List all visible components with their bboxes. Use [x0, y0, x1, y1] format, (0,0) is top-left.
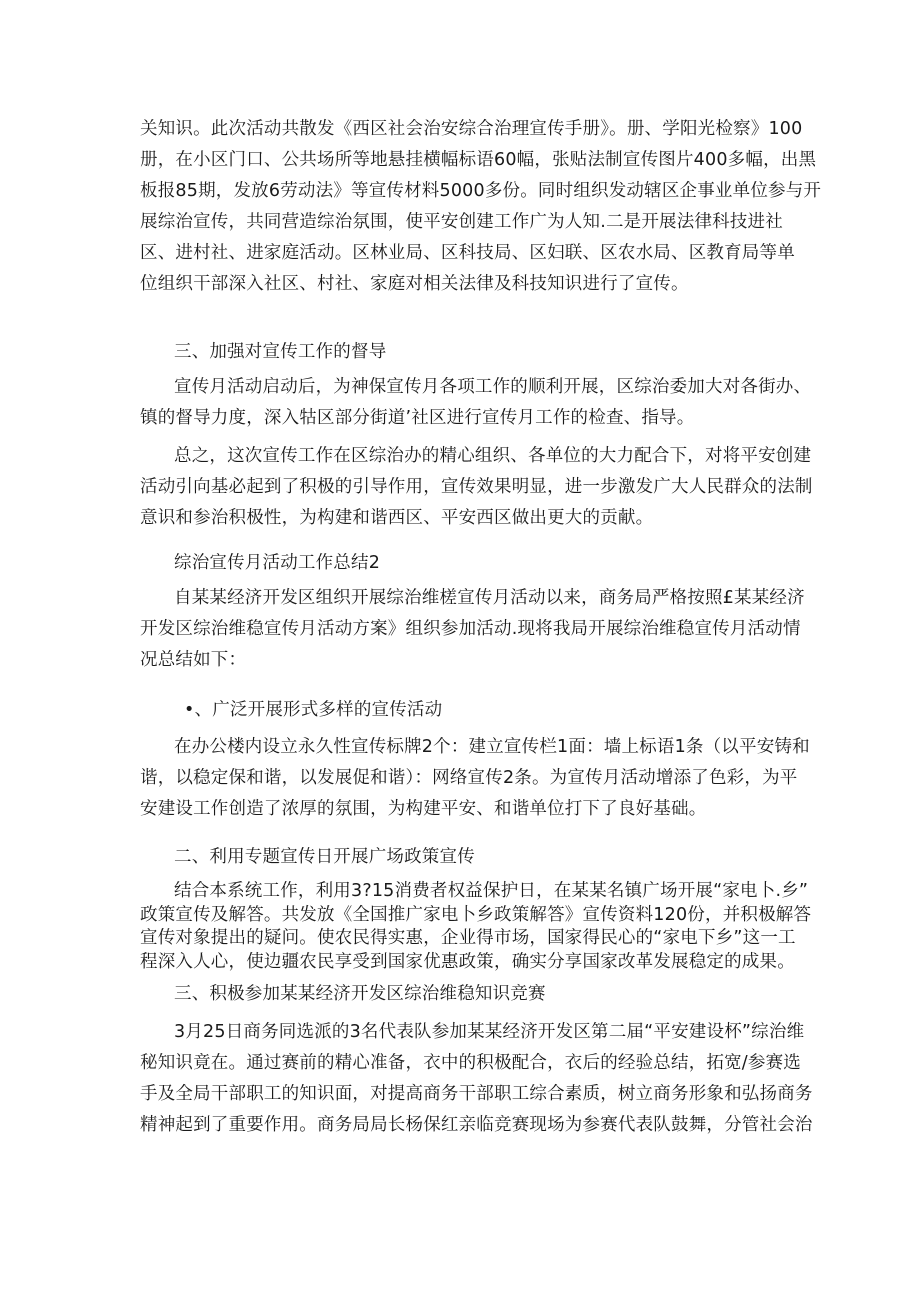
paragraph-appliances-policy: [140, 880, 812, 974]
text-line: 位组织干部深入社区、村社、家庭对相关法律及科技知识进行了宣传。: [140, 274, 689, 294]
text-line: 册，在小区门口、公共场所等地悬挂横幅标语60幅，张贴法制宣传图片400多幅，出黑: [140, 150, 817, 170]
text-line: 3月25日商务同选派的3名代表队参加某某经济开发区第二届“平安建设杯”综治维: [174, 1022, 805, 1042]
text-line: 自某某经济开发区组织开展综治维槎宣传月活动以来，商务局严格按照£某某经济: [174, 588, 805, 608]
text-line: 镇的督导力度，深入牯区部分街道’社区进行宣传月工作的检查、指导。: [140, 408, 695, 428]
text-line: 意识和参治积极性，为构建和谐西区、平安西区做出更大的贡献。: [140, 508, 654, 528]
text-line: 宣传月活动启动后，为神保宣传月各项工作的顺利开展，区综治委加大对各街办、: [174, 377, 812, 397]
text-line: 活动引向基必起到了积极的引导作用，宣传效果明显，进一步激发广大人民群众的法制: [140, 477, 813, 497]
text-line: 况总结如下：: [140, 650, 247, 670]
section-heading-supervision: 三、加强对宣传工作的督导: [174, 342, 387, 362]
paragraph-conclusion: [140, 441, 813, 534]
paragraph-introduction: [140, 583, 805, 676]
text-line: 手及全局干部职工的知识面，对提高商务干部职工综合素质，树立商务形象和弘扬商务: [140, 1084, 813, 1104]
text-line: 宣传对象提出的疑问。使农民得实惠，企业得市场，国家得民心的“家电下乡”这一工: [140, 928, 796, 948]
text-line: 精神起到了重要作用。商务局局长杨保红亲临竞赛现场为参赛代表队鼓舞，分管社会治: [140, 1115, 813, 1135]
document-subtitle: 综治宣传月活动工作总结2: [174, 553, 381, 573]
text-line: 区、进村社、进家庭活动。区林业局、区科技局、区妇联、区农水局、区教育局等单: [140, 243, 795, 263]
paragraph-signage: [140, 732, 810, 825]
text-line: 谐，以稳定保和谐，以发展促和谐）：网络宣传2条。为宣传月活动增添了色彩，为平: [140, 768, 798, 788]
text-line: 程深入人心，使边疆农民享受到国家优惠政策，确实分享国家改革发展稳定的成果。: [140, 951, 795, 972]
text-line: 板报85期，发放6劳动法》等宣传材料5000多份。同时组织发动辖区企事业单位参与开: [140, 181, 822, 201]
text-line: 结合本系统工作，利用3?15消费者权益保护日，在某某名镇广场开展“家电卜.乡”: [174, 881, 809, 901]
bullet-heading-activities: •、广泛开展形式多样的宣传活动: [184, 700, 443, 720]
text-line: 展综治宣传，共同营造综治氛围，使平安创建工作广为人知.二是开展法律科技进社: [140, 212, 783, 232]
section-heading-knowledge-contest: 三、积极参加某某经济开发区综治维稳知识竞赛: [174, 984, 546, 1004]
paragraph-contest: [140, 1017, 813, 1141]
text-line: 安建设工作创造了浓厚的氛围，为构建平安、和谐单位打下了良好基础。: [140, 799, 707, 819]
text-line: 关知识。此次活动共散发《西区社会治安综合治理宣传手册》。册、学阳光检察》100: [140, 119, 803, 139]
text-line: 政策宣传及解答。共发放《全国推广家电卜乡政策解答》宣传资料120份，并积极解答: [140, 904, 812, 925]
text-line: 开发区综治维稳宣传月活动方案》组织参加活动.现将我局开展综治维稳宣传月活动情: [140, 619, 801, 639]
paragraph-publicity-materials: [140, 114, 822, 300]
text-line: 在办公楼内设立永久性宣传标牌2个：建立宣传栏1面：墙上标语1条（以平安铸和: [174, 737, 810, 757]
text-line: 秘知识竟在。通过赛前的精心准备，衣中的积极配合，衣后的经验总结，拓宽/参赛选: [140, 1053, 801, 1073]
section-heading-square-publicity: 二、利用专题宣传日开展广场政策宣传: [174, 847, 475, 867]
paragraph-supervision: [140, 372, 812, 434]
text-line: 总之，这次宣传工作在区综治办的精心组织、各单位的大力配合下，对将平安创建: [174, 446, 812, 466]
